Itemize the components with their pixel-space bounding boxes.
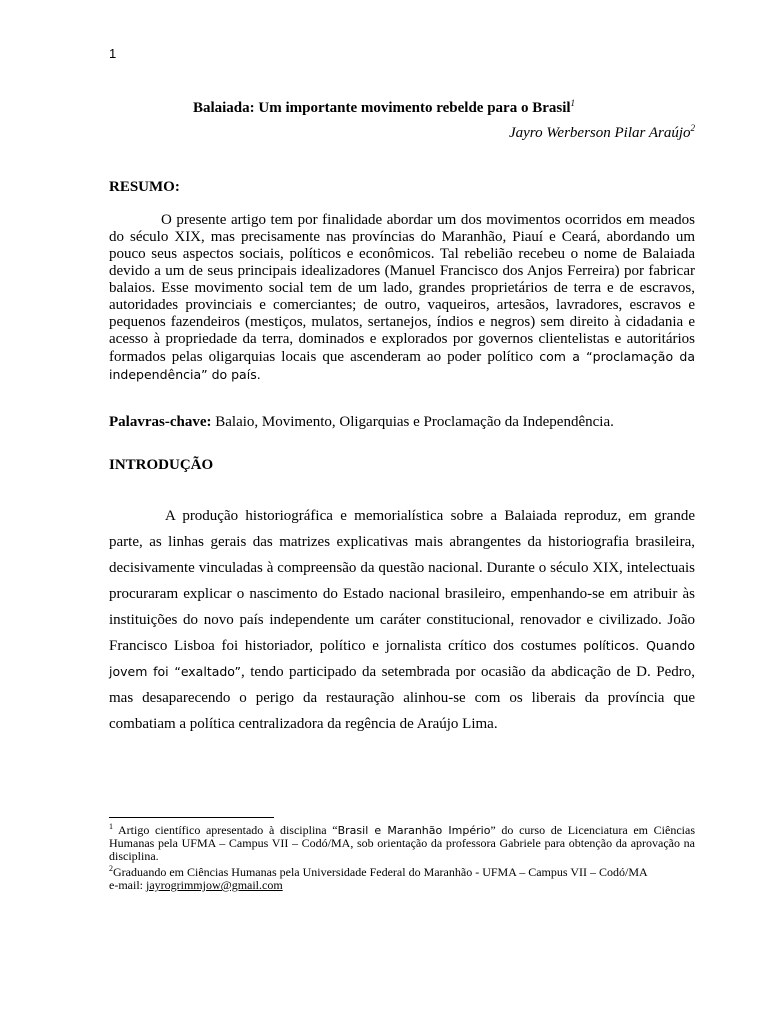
footnote-1-text-a: Artigo científico apresentado à disciplina “ (118, 823, 338, 837)
footnote-1 (109, 824, 695, 863)
author-name (509, 125, 695, 142)
intro-text-b: políticos. Quando jovem foi “exaltado” (109, 638, 695, 679)
abstract-text: O presente artigo tem por finalidade abordar um dos movimentos ocorridos em meados do século XIX, mas precisamente nas províncias do Maranhão, Piauí e Ceará, abordando um pouco seus aspectos sociais, políticos e econômicos. Tal rebelião recebeu o nome de Balaiada devido a um de seus principais idealizadores (Manuel Francisco dos Anjos Ferreira) por fabricar balaios. Esse movimento social tem de um lado, grandes proprietários de terra e de escravos, autoridades provinciais e comerciantes; de outro, vaqueiros, artesãos, lavradores, escravos e pequenos fazendeiros (mestiços, mulatos, sertanejos, índios e negros) sem direito à cidadania e acesso à propriedade da terra, dominados e explorados por governos clientelistas e autoritários formados pelas oligarquias locais que ascenderam ao poder político (109, 212, 695, 365)
footnote-2 (109, 866, 695, 892)
keywords-text: Balaio, Movimento, Oligarquias e Proclamação da Independência. (215, 414, 614, 430)
title-footnote-ref[interactable]: 1 (570, 98, 576, 108)
footnote-2-text: Graduando em Ciências Humanas pela Universidade Federal do Maranhão - UFMA – Campus VII – Codó/MA (113, 865, 648, 879)
intro-text-a: A produção historiográfica e memorialística sobre a Balaiada reproduz, em grande parte, as linhas gerais das matrizes explicativas mais abrangentes da historiografia brasileira, decisivamente vinculadas à compreensão da questão nacional. Durante o século XIX, intelectuais procuraram explicar o nascimento do Estado nacional brasileiro, empenhando-se em atribuir às instituições do novo país independente um caráter constitucional, renovador e civilizado. João Francisco Lisboa foi historiador, político e jornalista crítico dos costumes (109, 508, 695, 654)
intro-text-c: , tendo participado da setembrada por ocasião da abdicação de D. Pedro, mas desaparecendo o perigo da restauração alinhou-se com os liberais da província que combatiam a política centralizadora da regência de Araújo Lima. (109, 664, 695, 732)
footnote-1-text-c: ” do curso de Licenciatura em Ciências Humanas pela UFMA – Campus VII – Codó/MA, sob orientação da professora Gabriele para obtenção da aprovação na disciplina. (109, 823, 695, 863)
resumo-heading: RESUMO: (109, 179, 180, 195)
abstract-paragraph (109, 212, 695, 384)
email-link[interactable]: jayrogrimmjow@gmail.com (145, 878, 283, 892)
title-text: Balaiada: Um importante movimento rebelde para o Brasil (192, 100, 571, 116)
footnote-separator (109, 817, 274, 818)
author-footnote-ref[interactable]: 2 (690, 123, 695, 133)
abstract-text-tail: com a “proclamação da independência” do país. (109, 349, 695, 382)
footnote-2-number: 2 (109, 864, 113, 873)
footnote-1-number: 1 (109, 822, 113, 831)
page-number: 1 (109, 46, 117, 61)
keywords-line (109, 414, 614, 431)
author-text: Jayro Werberson Pilar Araújo (508, 125, 691, 141)
keywords-label: Palavras-chave: (109, 414, 212, 430)
intro-heading: INTRODUÇÃO (109, 457, 214, 473)
article-title (0, 99, 768, 117)
footnote-2-email-label: e-mail: (109, 878, 143, 892)
footnote-1-course: Brasil e Maranhão Império (337, 824, 491, 837)
intro-paragraph (109, 503, 695, 737)
